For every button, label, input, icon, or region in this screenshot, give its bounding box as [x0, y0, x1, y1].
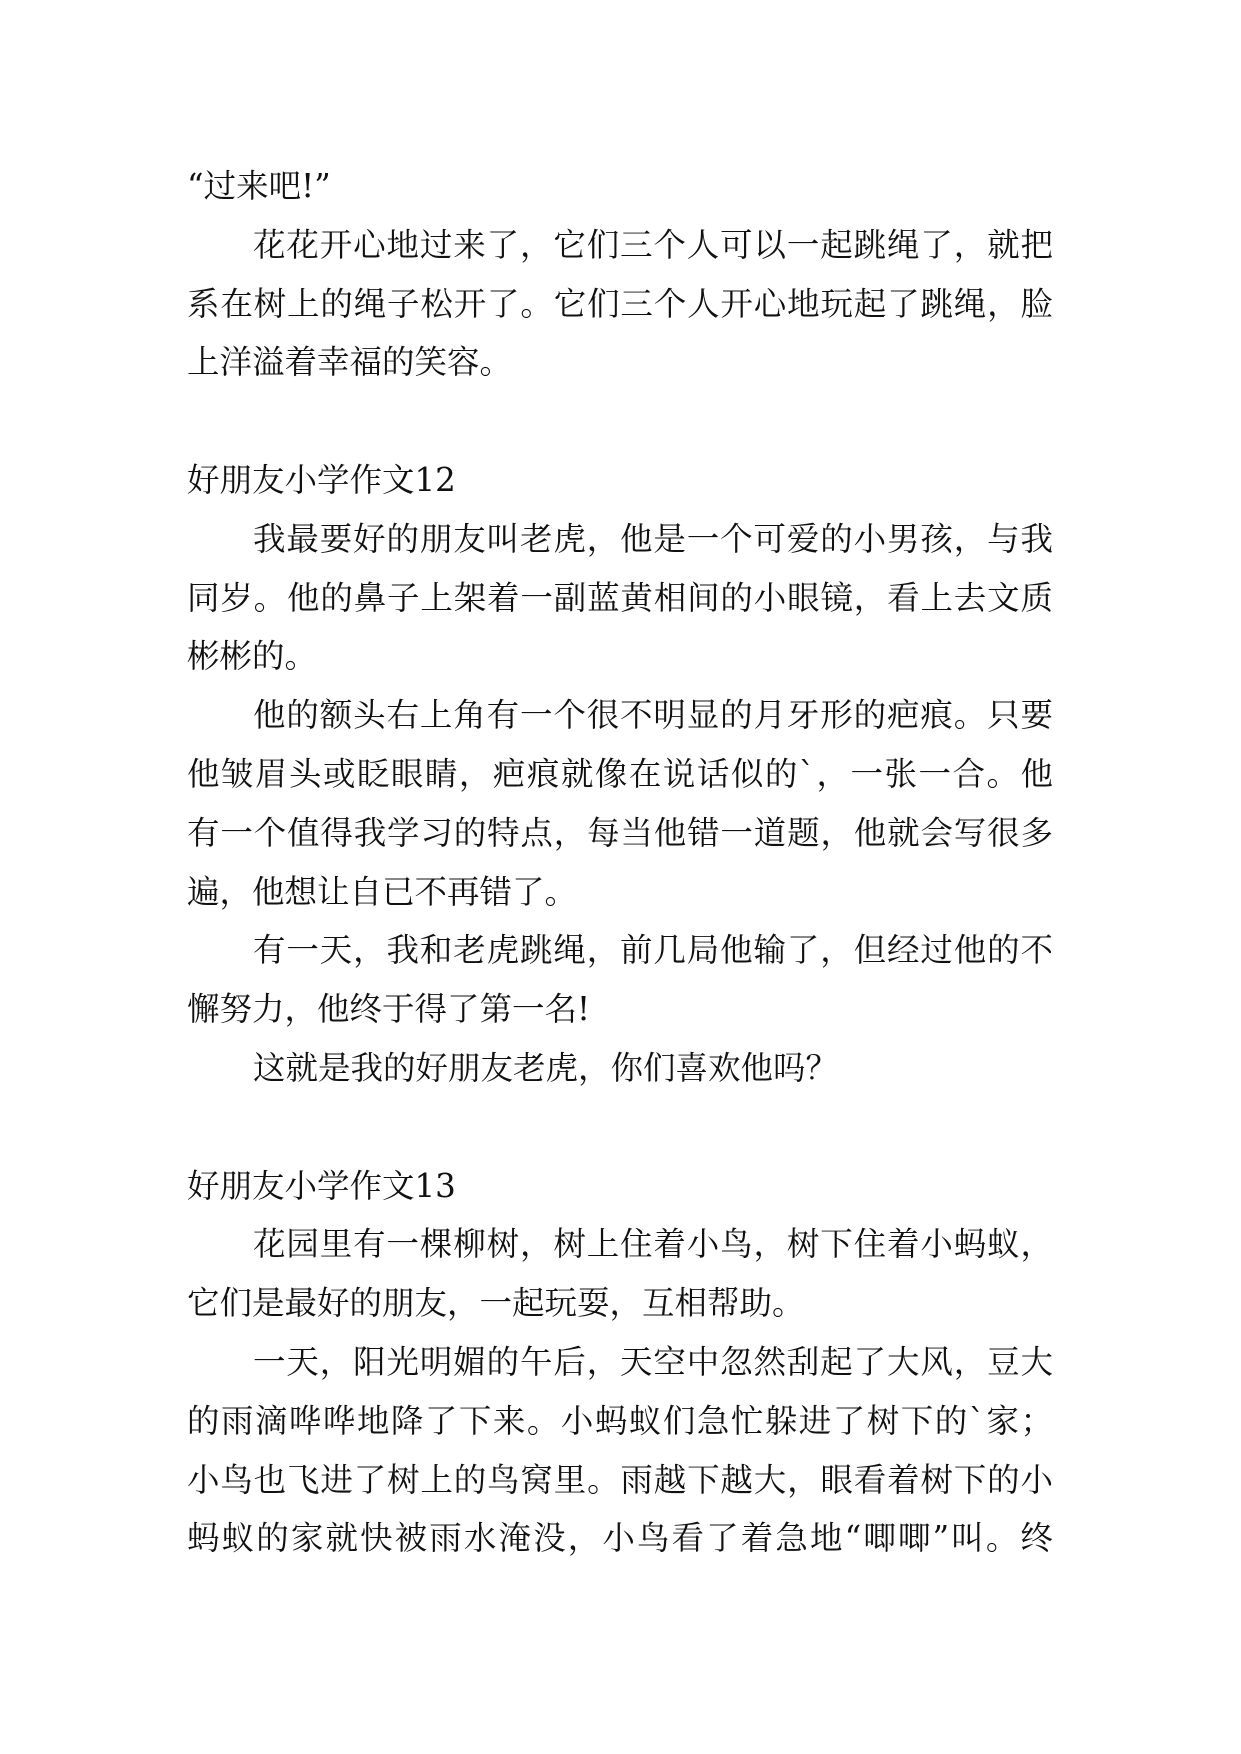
text-line: 它们是最好的朋友，一起玩耍，互相帮助。 [187, 1284, 805, 1323]
paragraph [187, 216, 1053, 392]
text-line: 一天，阳光明媚的午后，天空中忽然刮起了大风，豆大 [253, 1342, 1053, 1381]
text-line: 的雨滴哗哗地降了下来。小蚂蚁们急忙躲进了树下的`家； [187, 1401, 1053, 1440]
text-line: 有一天，我和老虎跳绳，前几局他输了，但经过他的不 [253, 931, 1053, 970]
essay-12 [187, 451, 1053, 1098]
paragraph [187, 921, 1053, 1039]
text-line: 我最要好的朋友叫老虎，他是一个可爱的小男孩，与我 [253, 519, 1053, 558]
text-line: 彬彬的。 [187, 637, 318, 676]
text-line: 蚂蚁的家就快被雨水淹没，小鸟看了着急地“唧唧”叫。终 [187, 1519, 1053, 1558]
paragraph [187, 1215, 1053, 1333]
paragraph [187, 510, 1053, 686]
text-line: 花园里有一棵柳树，树上住着小鸟，树下住着小蚂蚁， [253, 1225, 1053, 1264]
page-body [187, 157, 1053, 1568]
text-line: 小鸟也飞进了树上的鸟窝里。雨越下越大，眼看着树下的小 [187, 1460, 1053, 1499]
essay-13 [187, 1157, 1053, 1569]
text-line: 他皱眉头或眨眼睛，疤痕就像在说话似的`，一张一合。他 [187, 754, 1053, 793]
essay-continuation [187, 157, 1053, 392]
paragraph [187, 1333, 1053, 1568]
text-line: 这就是我的好朋友老虎，你们喜欢他吗？ [253, 1048, 839, 1087]
essay-heading: 好朋友小学作文12 [187, 460, 456, 499]
text-line: “过来吧!” [187, 167, 331, 205]
text-line: 遍，他想让自已不再错了。 [187, 872, 578, 911]
text-line: 系在树上的绳子松开了。它们三个人开心地玩起了跳绳，脸 [187, 284, 1053, 323]
text-line: 花花开心地过来了，它们三个人可以一起跳绳了，就把 [253, 225, 1053, 264]
text-line: 同岁。他的鼻子上架着一副蓝黄相间的小眼镜，看上去文质 [187, 578, 1053, 617]
text-line: 懈努力，他终于得了第一名! [187, 990, 591, 1029]
essay-heading: 好朋友小学作文13 [187, 1166, 456, 1205]
paragraph [187, 1039, 1053, 1098]
text-line: 上洋溢着幸福的笑容。 [187, 343, 513, 382]
text-line: 他的额头右上角有一个很不明显的月牙形的疤痕。只要 [253, 696, 1053, 735]
text-line: 有一个值得我学习的特点，每当他错一道题，他就会写很多 [187, 813, 1053, 852]
paragraph [187, 686, 1053, 921]
paragraph [187, 157, 1053, 216]
